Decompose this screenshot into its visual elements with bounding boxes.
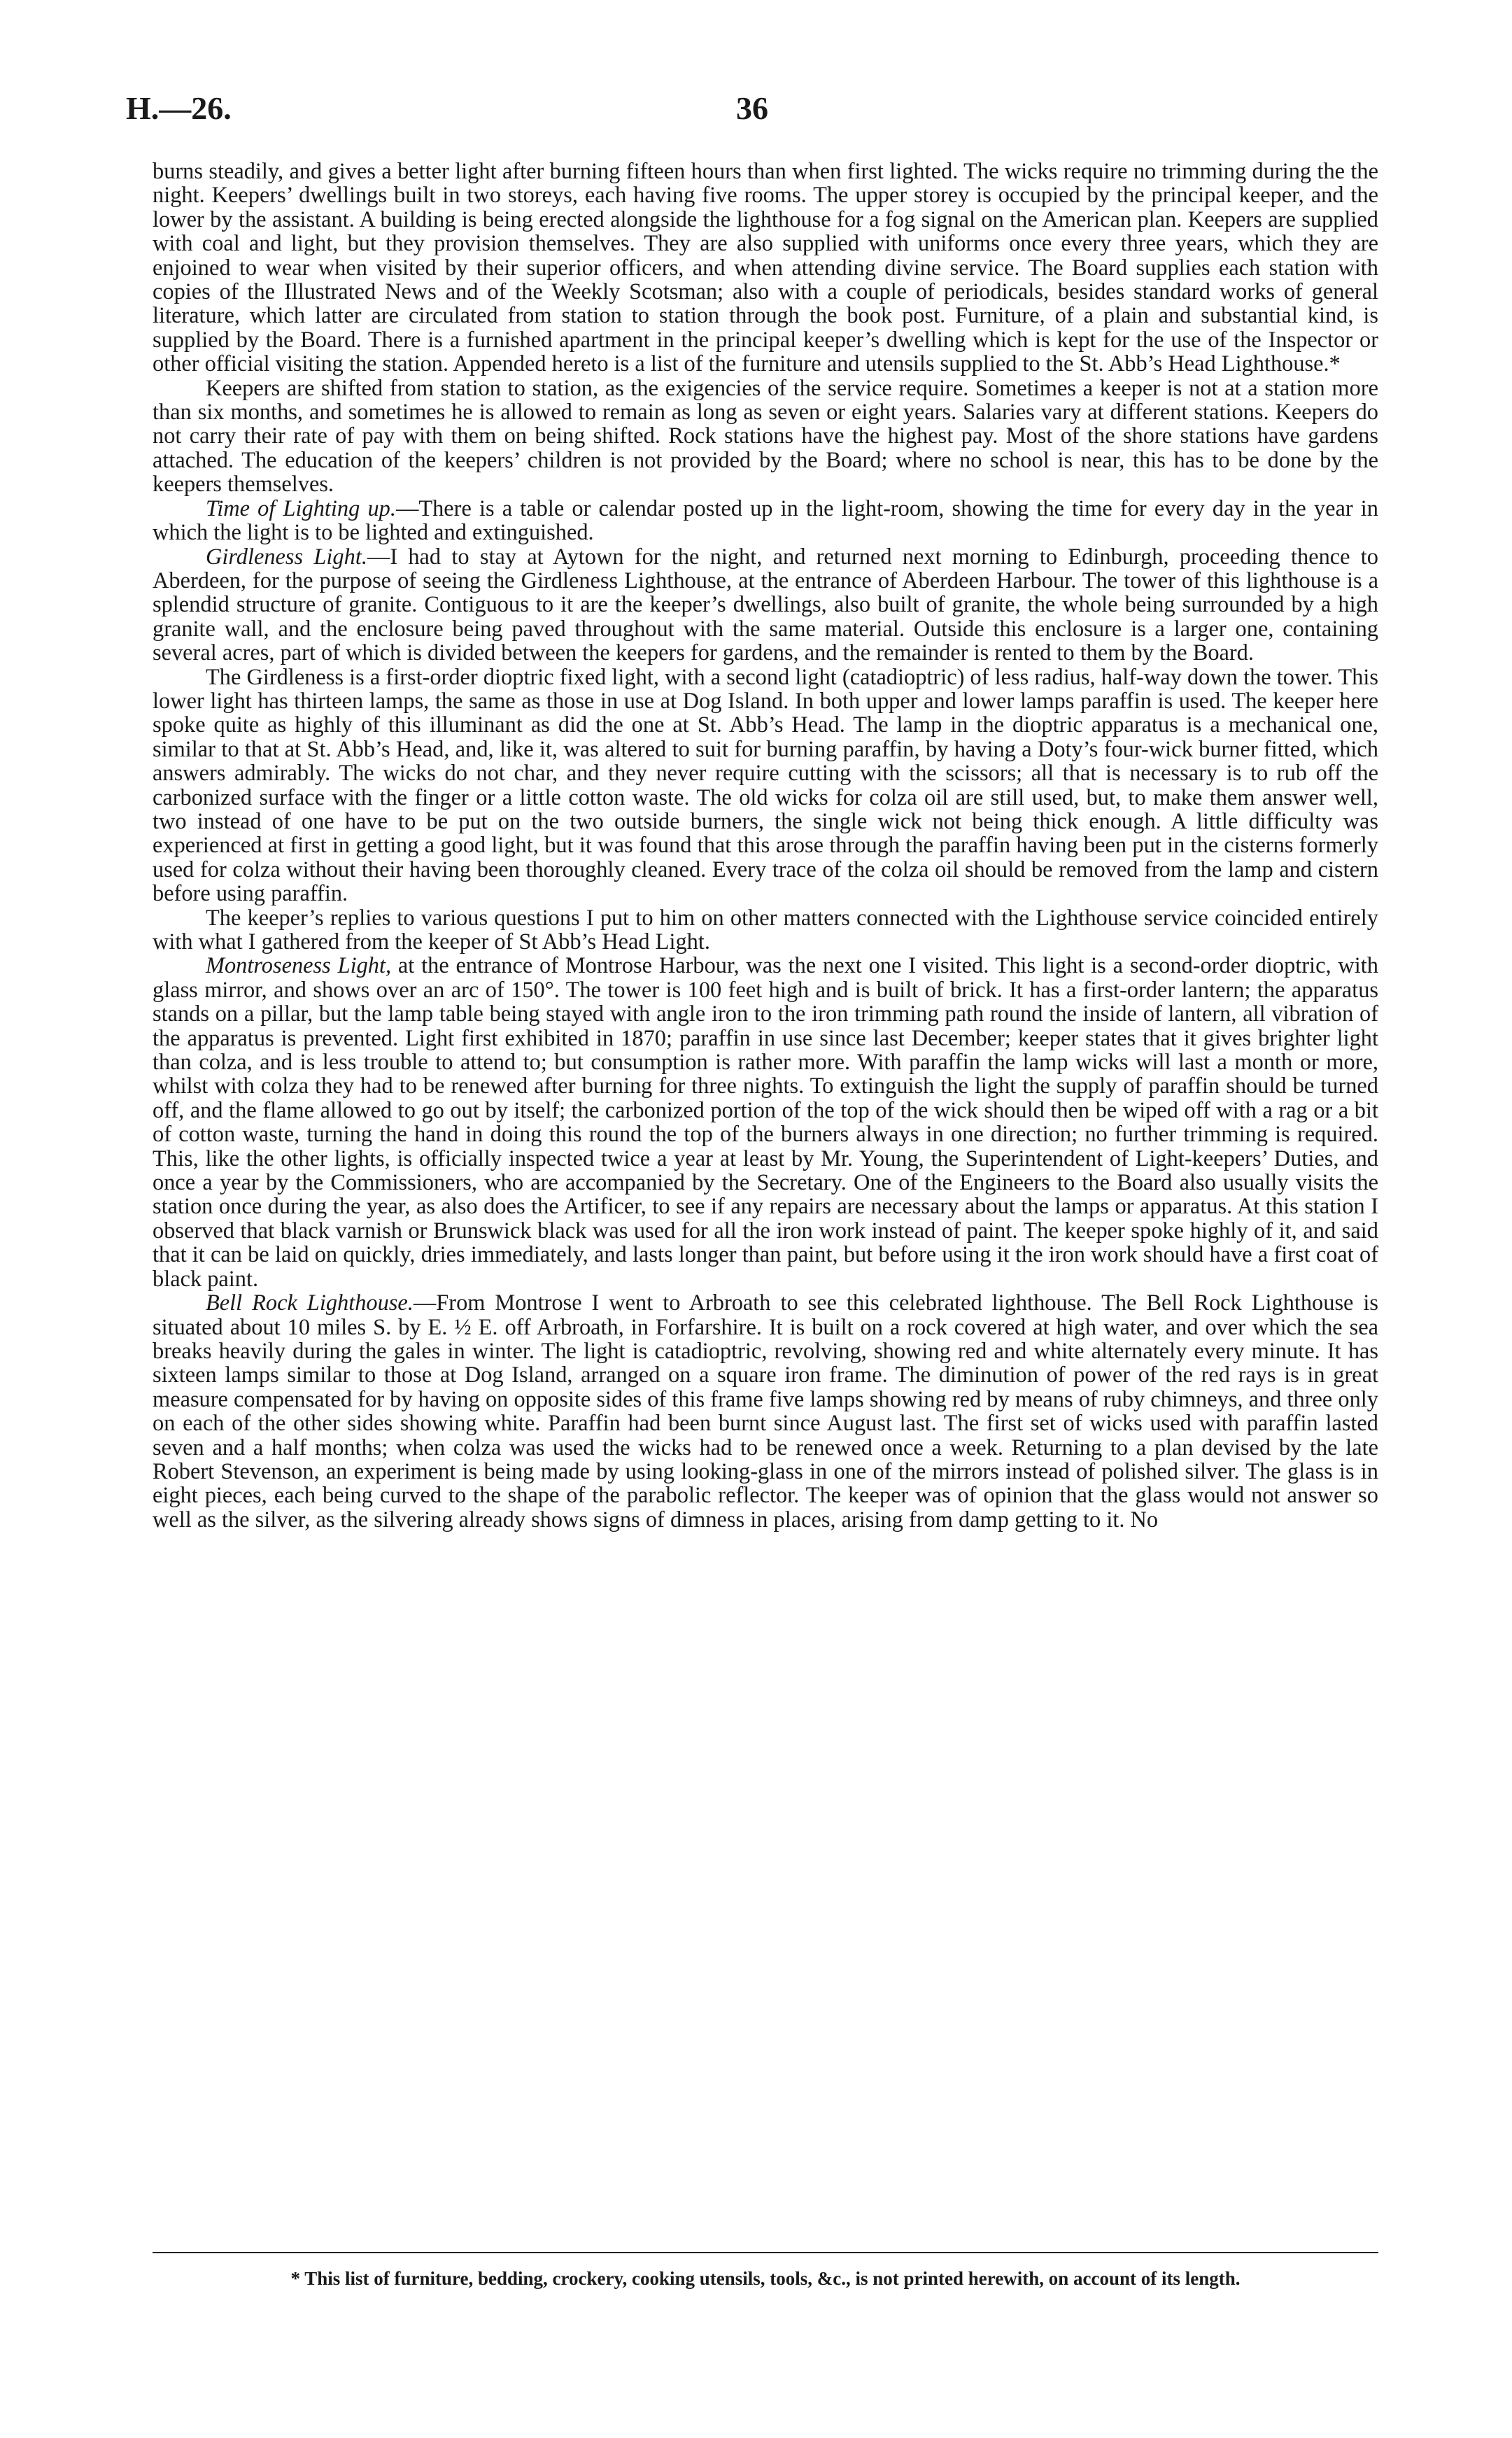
paragraph-lead-italic: Girdleness Light. bbox=[206, 544, 367, 570]
document-id: H.—26. bbox=[126, 90, 232, 126]
footnote-divider bbox=[153, 2252, 1378, 2253]
paragraph-keepers-shifted: Keepers are shifted from station to station, as the exigencies of the service require. Sometimes a keeper is not at a station more than six months, and sometimes he is allowed to remain as long as seven or eight years. Salaries vary at different stations. Keepers do not carry their rate of pay with them on being shifted. Rock stations have the highest pay. Most of the shore stations have gardens attached. The education of the keepers’ children is not provided by the Board; where no school is near, this has to be done by the keepers themselves. bbox=[153, 375, 1378, 498]
paragraph-time-of-lighting: Time of Lighting up.—There is a table or calendar posted up in the light-room, showing the time for every day in the year in which the light is to be lighted and extinguished. bbox=[153, 495, 1378, 546]
paragraph-bell-rock: Bell Rock Lighthouse.—From Montrose I went to Arbroath to see this celebrated lighthouse. The Bell Rock Lighthouse is situated about 10 miles S. by E. ½ E. off Arbroath, in Forfarshire. It is built on a rock covered at high water, and over which the sea breaks heavily during the gales in winter. The light is catadioptric, revolving, showing red and white alternately every minute. It has sixteen lamps similar to those at Dog Island, arranged on a square iron frame. The diminution of power of the red rays is in great measure compensated for by having on opposite sides of this frame five lamps showing red by means of ruby chimneys, and three only on each of the other sides showing white. Paraffin had been burnt since August last. The first set of wicks used with paraffin lasted seven and a half months; when colza was used the wicks had to be renewed once a week. Returning to a plan devised by the late Robert Stevenson, an experiment is being made by using looking-glass in one of the mirrors instead of polished silver. The glass is in eight pieces, each being curved to the shape of the parabolic reflector. The keeper was of opinion that the glass would not answer so well as the silver, as the silvering already shows signs of dimness in places, arising from damp getting to it. No bbox=[153, 1290, 1378, 1532]
running-head bbox=[126, 90, 1378, 132]
paragraph-montroseness-light: Montroseness Light, at the entrance of Montrose Harbour, was the next one I visited. This light is a second-order dioptric, with glass mirror, and shows over an arc of 150°. The tower is 100 feet high and is built of brick. It has a first-order lantern; the apparatus stands on a pillar, but the lamp table being stayed with angle iron to the iron trimming path round the inside of lantern, all vibration of the apparatus is prevented. Light first exhibited in 1870; paraffin in use since last December; keeper states that it gives brighter light than colza, and is less trouble to attend to; but consumption is rather more. With paraffin the lamp wicks will last a month or more, whilst with colza they had to be renewed after burning for three nights. To extinguish the light the supply of paraffin should be turned off, and the flame allowed to go out by itself; the carbonized portion of the top of the wick should then be wiped off with a rag or a bit of cotton waste, turning the hand in doing this round the top of the burners always in one direction; no further trimming is required. This, like the other lights, is officially inspected twice a year at least by Mr. Young, the Superintendent of Light-keepers’ Duties, and once a year by the Commissioners, who are accompanied by the Secretary. One of the Engineers to the Board also usually visits the station once during the year, as also does the Artificer, to see if any repairs are necessary about the lamps or apparatus. At this station I observed that black varnish or Brunswick black was used for all the iron work instead of paint. The keeper spoke highly of it, and said that it can be laid on quickly, dries immediately, and lasts longer than paint, but before using it the iron work should have a first coat of black paint. bbox=[153, 953, 1378, 1292]
body-text bbox=[153, 160, 1378, 1532]
paragraph-girdleness-dioptric: The Girdleness is a first-order dioptric fixed light, with a second light (catadioptric) of less radius, half-way down the tower. This lower light has thirteen lamps, the same as those in use at Dog Island. In both upper and lower lamps paraffin is used. The keeper here spoke quite as highly of this illuminant as did the one at St. Abb’s Head. The lamp in the dioptric apparatus is a mechanical one, similar to that at St. Abb’s Head, and, like it, was altered to suit for burning paraffin, by having a Doty’s four-wick burner fitted, which answers admirably. The wicks do not char, and they never require cutting with the scissors; all that is necessary is to rub off the carbonized surface with the finger or a little cotton waste. The old wicks for colza oil are still used, but, to make them answer well, two instead of one have to be put on the two outside burners, the single wick not being thick enough. A little difficulty was experienced at first in getting a good light, but it was found that this arose through the paraffin having been put in the cisterns formerly used for colza without their having been thoroughly cleaned. Every trace of the colza oil should be removed from the lamp and cistern before using paraffin. bbox=[153, 664, 1378, 907]
paragraph-lead-italic: Time of Lighting up. bbox=[206, 495, 396, 521]
paragraph-continued: burns steadily, and gives a better light after burning fifteen hours than when first lighted. The wicks require no trimming during the the night. Keepers’ dwellings built in two storeys, each having five rooms. The upper storey is occupied by the principal keeper, and the lower by the assistant. A building is being erected alongside the lighthouse for a fog signal on the American plan. Keepers are supplied with coal and light, but they provision themselves. They are also supplied with uniforms once every three years, which they are enjoined to wear when visited by their superior officers, and when attending divine service. The Board supplies each station with copies of the Illustrated News and of the Weekly Scotsman; also with a couple of periodicals, besides standard works of general literature, which latter are circulated from station to station through the book post. Furniture, of a plain and substantial kind, is supplied by the Board. There is a furnished apartment in the principal keeper’s dwelling which is kept for the use of the Inspector or other official visiting the station. Appended hereto is a list of the furniture and utensils supplied to the St. Abb’s Head Lighthouse.* bbox=[153, 159, 1378, 377]
paragraph-keeper-replies: The keeper’s replies to various questions I put to him on other matters connected with the Lighthouse service coincided entirely with what I gathered from the keeper of St Abb’s Head Light. bbox=[153, 905, 1378, 954]
footnote: * This list of furniture, bedding, crockery, cooking utensils, tools, &c., is not printed herewith, on account of its length. bbox=[290, 2268, 1241, 2289]
page-number: 36 bbox=[736, 90, 768, 126]
paragraph-lead-italic: Montroseness Light, bbox=[206, 953, 392, 979]
paragraph-lead-italic: Bell Rock Lighthouse. bbox=[206, 1290, 414, 1316]
paragraph-girdleness-light: Girdleness Light.—I had to stay at Aytown for the night, and returned next morning to Edinburgh, proceeding thence to Aberdeen, for the purpose of seeing the Girdleness Lighthouse, at the entrance of Aberdeen Harbour. The tower of this lighthouse is a splendid structure of granite. Contiguous to it are the keeper’s dwellings, also built of granite, the whole being surrounded by a high granite wall, and the enclosure being paved throughout with the same material. Outside this enclosure is a larger one, containing several acres, part of which is divided between the keepers for gardens, and the remainder is rented to them by the Board. bbox=[153, 544, 1378, 666]
